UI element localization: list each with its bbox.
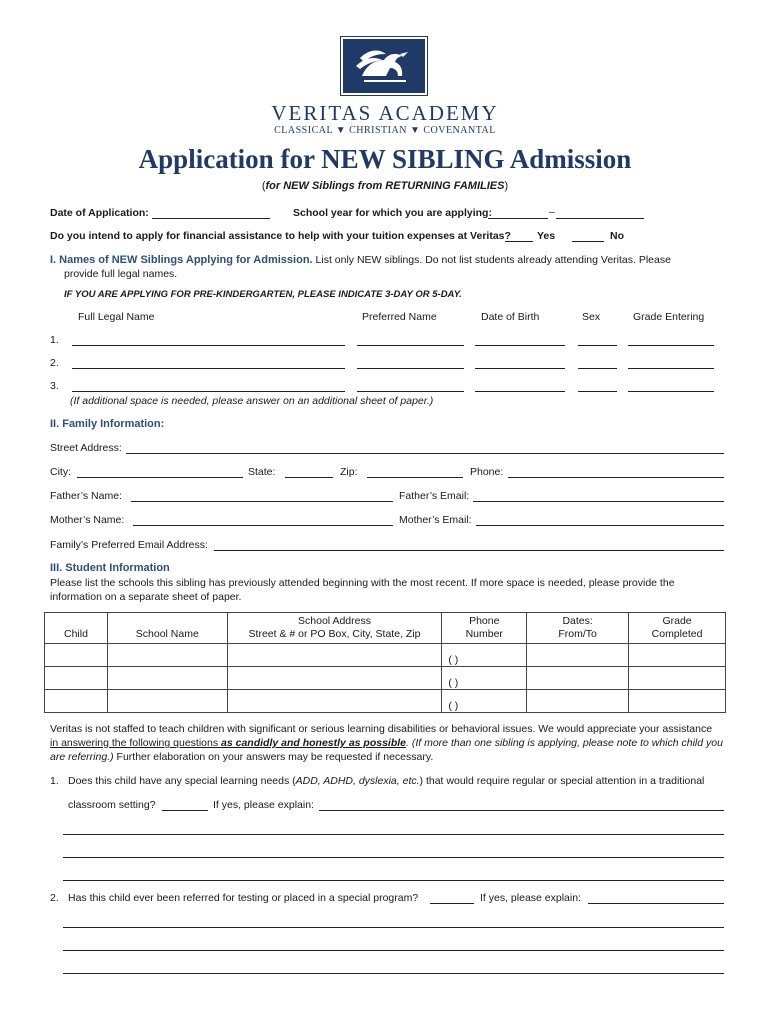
question-1-text-a: Does this child have any special learning needs ( [68,775,296,787]
subtitle-paren-open: ( [261,180,266,192]
disclaimer-line-2a: in answering the following questions [50,737,222,749]
question-1-explain-line[interactable] [63,834,724,835]
sibling-2-dob-field[interactable] [475,368,565,369]
school-name-cell[interactable] [107,644,227,667]
section-1-instructions: List only NEW siblings. Do not list students already attending Veritas. Please [315,254,671,266]
city-label: City: [50,466,71,478]
street-address-field[interactable] [126,453,724,454]
disclaimer-line-2 [50,737,723,749]
financial-yes-label: Yes [537,230,556,242]
sibling-row-number: 1. [50,334,59,346]
question-1-explain-field[interactable] [319,810,724,811]
additional-space-note: (If additional space is needed, please answer on an additional sheet of paper.) [70,395,434,407]
subtitle-paren-close: ) [504,180,509,192]
th-grade-line1: Grade [662,615,692,627]
phone-field[interactable] [508,477,724,478]
previous-schools-table [44,612,726,713]
sibling-3-grade-field[interactable] [628,391,714,392]
th-phone-line2: Number [465,628,503,640]
section-3-heading: III. Student Information [50,562,170,574]
th-address-line2: Street & # or PO Box, City, State, Zip [248,628,421,640]
financial-no-field[interactable] [572,241,604,242]
disclaimer-line-3 [50,751,433,763]
sibling-3-preferred-name-field[interactable] [357,391,464,392]
mother-name-field[interactable] [133,525,393,526]
phone-label: Phone: [470,466,504,478]
school-child-cell[interactable] [45,644,108,667]
zip-label: Zip: [340,466,358,478]
school-grade-cell[interactable] [629,667,726,690]
th-school-name-text: School Name [135,628,199,640]
family-email-label: Family’s Preferred Email Address: [50,539,208,551]
financial-yes-field[interactable] [505,241,533,242]
question-2-explain-field[interactable] [588,903,724,904]
sibling-3-sex-field[interactable] [578,391,617,392]
sibling-2-grade-field[interactable] [628,368,714,369]
school-name-cell[interactable] [107,690,227,713]
griffin-logo-icon [340,36,428,96]
city-field[interactable] [77,477,243,478]
school-name: VERITAS ACADEMY [271,101,499,125]
question-2-number: 2. [50,892,59,904]
father-email-field[interactable] [473,501,724,502]
sibling-2-preferred-name-field[interactable] [357,368,464,369]
father-name-field[interactable] [131,501,393,502]
section-3-instructions-2: information on a separate sheet of paper. [50,591,242,603]
sibling-2-sex-field[interactable] [578,368,617,369]
subtitle-text: for NEW Siblings from RETURNING FAMILIES [265,180,505,192]
th-grade-line2: Completed [651,628,703,640]
mother-name-label: Mother’s Name: [50,514,125,526]
disclaimer-line-2c: . (If more than one sibling is applying, please note to which child you [406,737,723,749]
school-phone-cell[interactable] [442,690,527,713]
col-preferred-name: Preferred Name [362,311,437,323]
school-year-end-field[interactable] [556,218,644,219]
th-school-address [227,613,442,644]
sibling-1-grade-field[interactable] [628,345,714,346]
financial-assistance-question: Do you intend to apply for financial assistance to help with your tuition expenses at Veritas? [50,230,511,242]
disclaimer-emphasis: as candidly and honestly as possible [221,737,407,749]
form-title: Application for NEW SIBLING Admission [138,144,632,174]
sibling-2-legal-name-field[interactable] [72,368,345,369]
school-address-cell[interactable] [227,644,442,667]
state-label: State: [248,466,276,478]
disclaimer-line-3a: are referring.) [50,751,114,763]
school-grade-cell[interactable] [629,690,726,713]
phone-area-code-parens: ( ) [448,677,459,689]
question-1-text-italic: ADD, ADHD, dyslexia, etc. [295,775,420,787]
sibling-1-dob-field[interactable] [475,345,565,346]
school-child-cell[interactable] [45,667,108,690]
question-2-explain-line[interactable] [63,973,724,974]
disclaimer-line-3b: Further elaboration on your answers may be requested if necessary. [113,751,434,763]
school-dates-cell[interactable] [527,667,629,690]
question-2-answer-field[interactable] [430,903,474,904]
question-1-text-b: ) that would require regular or special attention in a traditional [419,775,705,787]
sibling-row-number: 3. [50,380,59,392]
table-row [45,667,726,690]
school-address-cell[interactable] [227,667,442,690]
section-1-heading: I. Names of NEW Siblings Applying for Admission. [50,254,313,266]
th-address-line1: School Address [298,615,371,627]
school-dates-cell[interactable] [527,690,629,713]
th-grade [629,613,726,644]
financial-no-label: No [610,230,624,242]
question-2-explain-line[interactable] [63,927,724,928]
father-name-label: Father’s Name: [50,490,122,502]
th-dates-line2: From/To [558,628,597,640]
section-1-heading-line [50,254,671,266]
col-date-of-birth: Date of Birth [481,311,540,323]
street-address-label: Street Address: [50,442,122,454]
school-year-dash: – [549,206,555,218]
phone-area-code-parens: ( ) [448,700,459,712]
th-dates-line1: Dates: [562,615,593,627]
table-header-row [45,613,726,644]
sibling-row-number: 2. [50,357,59,369]
table-row [45,690,726,713]
th-child [45,613,108,644]
school-child-cell[interactable] [45,690,108,713]
question-1-number: 1. [50,775,59,787]
question-2-text: Has this child ever been referred for testing or placed in a special program? [68,892,419,904]
state-field[interactable] [285,477,333,478]
school-dates-cell[interactable] [527,644,629,667]
sibling-1-legal-name-field[interactable] [72,345,345,346]
col-grade-entering: Grade Entering [633,311,705,323]
school-phone-cell[interactable] [442,644,527,667]
school-address-cell[interactable] [227,690,442,713]
section-2-heading: II. Family Information: [50,418,165,430]
zip-field[interactable] [367,477,463,478]
question-1-explain-line[interactable] [63,857,724,858]
school-year-label: School year for which you are applying: [293,207,492,219]
col-sex: Sex [582,311,601,323]
question-1-text [68,775,704,787]
school-grade-cell[interactable] [629,644,726,667]
th-dates [527,613,629,644]
sibling-3-legal-name-field[interactable] [72,391,345,392]
form-subtitle [0,180,770,192]
date-of-application-field[interactable] [152,218,270,219]
th-school-name [107,613,227,644]
question-2-explain-line[interactable] [63,950,724,951]
mother-email-field[interactable] [476,525,724,526]
school-phone-cell[interactable] [442,667,527,690]
question-1-explain-label: If yes, please explain: [213,799,314,811]
family-email-field[interactable] [214,550,724,551]
prek-note: IF YOU ARE APPLYING FOR PRE-KINDERGARTEN, PLEASE INDICATE 3-DAY OR 5-DAY. [64,289,462,300]
th-phone-line1: Phone [469,615,500,627]
th-phone [442,613,527,644]
sibling-3-dob-field[interactable] [475,391,565,392]
question-1-text-line2: classroom setting? [68,799,156,811]
question-1-answer-field[interactable] [162,810,208,811]
question-1-explain-line[interactable] [63,880,724,881]
date-of-application-label: Date of Application: [50,207,149,219]
section-1-instructions-2: provide full legal names. [64,268,178,280]
table-row [45,644,726,667]
sibling-1-preferred-name-field[interactable] [357,345,464,346]
school-year-start-field[interactable] [488,218,548,219]
th-child-text: Child [63,628,88,640]
school-tagline: CLASSICAL ▼ CHRISTIAN ▼ COVENANTAL [274,125,496,136]
father-email-label: Father’s Email: [399,490,470,502]
phone-area-code-parens: ( ) [448,654,459,666]
question-2-explain-label: If yes, please explain: [480,892,581,904]
mother-email-label: Mother’s Email: [399,514,472,526]
sibling-1-sex-field[interactable] [578,345,617,346]
col-full-legal-name: Full Legal Name [78,311,155,323]
section-3-instructions: Please list the schools this sibling has previously attended beginning with the most recent. If more space is needed, please provide the [50,577,675,589]
disclaimer-line-1: Veritas is not staffed to teach children with significant or serious learning disabilities or behavioral issues. We would appreciate your assistance [50,723,713,735]
school-name-cell[interactable] [107,667,227,690]
